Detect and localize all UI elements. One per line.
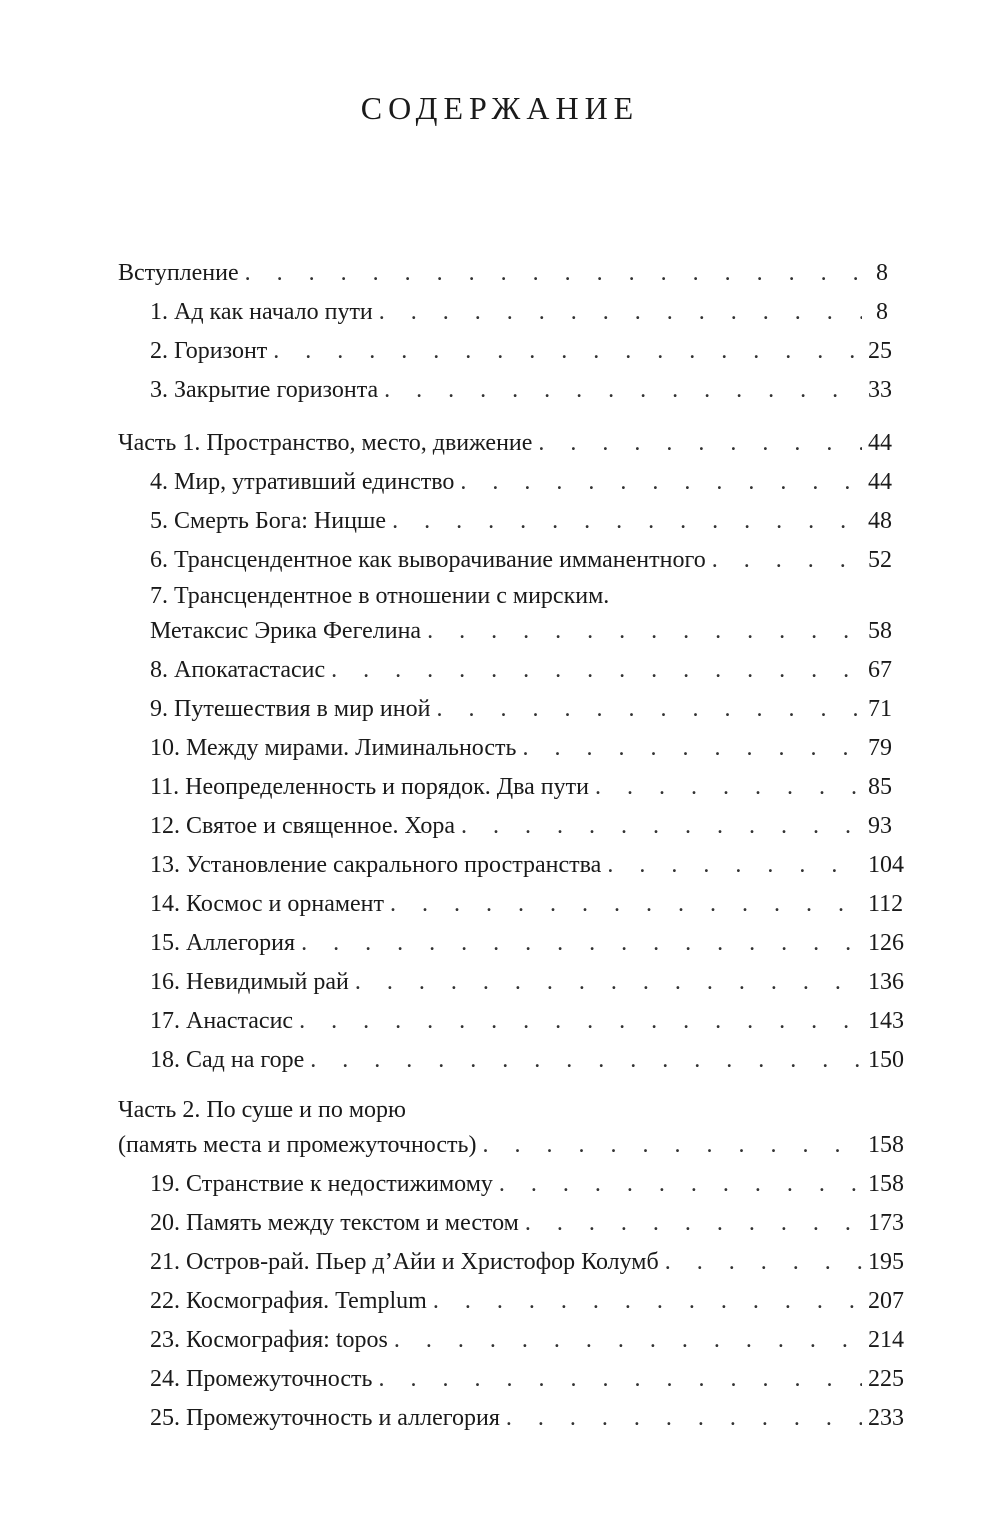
toc-entry [118,1243,904,1282]
toc-entry-label: Часть 1. Пространство, место, движение [118,430,533,456]
toc-entry-label: 10. Между мирами. Лиминальность [150,735,517,761]
toc-entry-label: 15. Аллегория [150,930,296,956]
leader-dots [460,463,862,502]
leader-dots [301,924,862,963]
leader-dots [538,424,862,463]
toc-entry-label: 4. Мир, утративший единство [150,469,455,495]
toc-entry-page: 79 [868,735,892,761]
toc-entry-page: 44 [868,469,892,495]
toc-entry [118,1002,904,1041]
toc-entry-label: Вступление [118,260,239,286]
toc-entry-page: 44 [868,430,892,456]
toc-entry-page: 225 [868,1366,904,1392]
toc-entry-label: 1. Ад как начало пути [150,299,373,325]
toc-entry [118,1204,904,1243]
leader-dots [384,371,862,410]
toc-entry [118,1041,904,1080]
toc-entry [118,502,892,541]
toc-entry-page: 173 [868,1210,904,1236]
toc-entry-label: 11. Неопределенность и порядок. Два пути [150,774,589,800]
toc-entry-label: 16. Невидимый рай [150,969,349,995]
toc-entry [118,332,892,371]
toc-entry-page: 233 [868,1405,904,1431]
toc-entry-label-line2: Метаксис Эрика Фегелина [150,618,422,644]
toc-entry [118,924,904,963]
toc-entry [118,807,892,846]
toc-entry-page: 52 [868,547,892,573]
toc-entry-line2 [118,1126,904,1165]
toc-entry-label: 24. Промежуточность [150,1366,373,1392]
toc-entry-label: 17. Анастасис [150,1008,294,1034]
leader-dots [712,541,862,580]
leader-dots [595,768,862,807]
leader-dots [245,254,862,293]
toc-entry-label: 6. Трансцендентное как выворачивание имманентного [150,547,706,573]
toc-entry-page: 8 [876,260,888,286]
toc-entry [118,651,892,690]
toc-entry-label: 21. Остров-рай. Пьер д’Айи и Христофор Колумб [150,1249,659,1275]
toc-entry-label: 23. Космография: topos [150,1327,388,1353]
leader-dots [379,293,862,332]
leader-dots [525,1204,862,1243]
page-title: СОДЕРЖАНИЕ [360,90,640,126]
toc-entry-page: 158 [868,1171,904,1197]
leader-dots [461,807,862,846]
leader-dots [394,1321,862,1360]
toc-entry [118,690,892,729]
toc-entry [118,885,904,924]
toc-entry-label: 19. Странствие к недостижимому [150,1171,493,1197]
toc-entry-page: 143 [868,1008,904,1034]
toc-entry-part-2 [118,1094,904,1165]
toc-entry [118,1165,904,1204]
toc-entry-label: 20. Память между текстом и местом [150,1210,519,1236]
toc-entry-label: 8. Апокатастасис [150,657,326,683]
leader-dots [523,729,863,768]
toc-entry-multiline [118,580,892,651]
toc-entry-page: 214 [868,1327,904,1353]
toc-entry [118,846,904,885]
toc-entry-label: 3. Закрытие горизонта [150,377,379,403]
leader-dots [499,1165,862,1204]
leader-dots [436,690,862,729]
toc-entry-label: 2. Горизонт [150,338,268,364]
toc-entry-label: 13. Установление сакрального пространства [150,852,602,878]
table-of-contents [118,254,904,1438]
toc-entry-page: 158 [868,1132,904,1158]
leader-dots [607,846,862,885]
toc-entry-page: 104 [868,852,904,878]
leader-dots [378,1360,862,1399]
toc-entry-label: 12. Святое и священное. Хора [150,813,455,839]
toc-entry-page: 126 [868,930,904,956]
leader-dots [427,612,862,651]
toc-entry [118,1360,904,1399]
toc-entry-page: 93 [868,813,892,839]
toc-entry-page: 33 [868,377,892,403]
leader-dots [433,1282,862,1321]
toc-entry-page: 71 [868,696,892,722]
toc-entry [118,963,904,1002]
leader-dots [506,1399,862,1438]
toc-entry-page: 25 [868,338,892,364]
toc-entry-page: 112 [868,891,904,917]
toc-entry-intro [118,254,888,293]
toc-entry-page: 195 [868,1249,904,1275]
toc-entry-page: 58 [868,618,892,644]
toc-entry-label: 5. Смерть Бога: Ницше [150,508,387,534]
leader-dots [392,502,862,541]
leader-dots [331,651,862,690]
toc-entry [118,1321,904,1360]
toc-entry-page: 207 [868,1288,904,1314]
toc-entry-page: 150 [868,1047,904,1073]
toc-entry-page: 67 [868,657,892,683]
toc-entry-label: 9. Путешествия в мир иной [150,696,431,722]
toc-entry [118,371,892,410]
toc-entry-page: 85 [868,774,892,800]
leader-dots [665,1243,862,1282]
toc-entry [118,1282,904,1321]
toc-entry-label-line2: (память места и промежуточность) [118,1132,477,1158]
toc-entry-label-line1: Часть 2. По суше и по морю [118,1097,406,1123]
leader-dots [310,1041,862,1080]
toc-entry-line2 [118,612,892,651]
toc-entry-label: 18. Сад на горе [150,1047,305,1073]
toc-entry-label: 14. Космос и орнамент [150,891,385,917]
toc-entry-label: 25. Промежуточность и аллегория [150,1405,500,1431]
section-gap [118,410,888,424]
section-gap [118,1080,888,1094]
leader-dots [273,332,862,371]
toc-entry [118,541,892,580]
toc-entry [118,768,892,807]
toc-entry-label-line1: 7. Трансцендентное в отношении с мирским. [150,583,610,609]
toc-entry-page: 136 [868,969,904,995]
leader-dots [482,1126,862,1165]
leader-dots [390,885,862,924]
toc-entry-page: 48 [868,508,892,534]
leader-dots [299,1002,862,1041]
toc-entry [118,463,892,502]
toc-entry-part-1 [118,424,892,463]
leader-dots [355,963,862,1002]
toc-entry [118,1399,904,1438]
toc-entry-label: 22. Космография. Templum [150,1288,427,1314]
toc-entry [118,293,888,332]
toc-entry [118,729,892,768]
toc-entry-page: 8 [876,299,888,325]
